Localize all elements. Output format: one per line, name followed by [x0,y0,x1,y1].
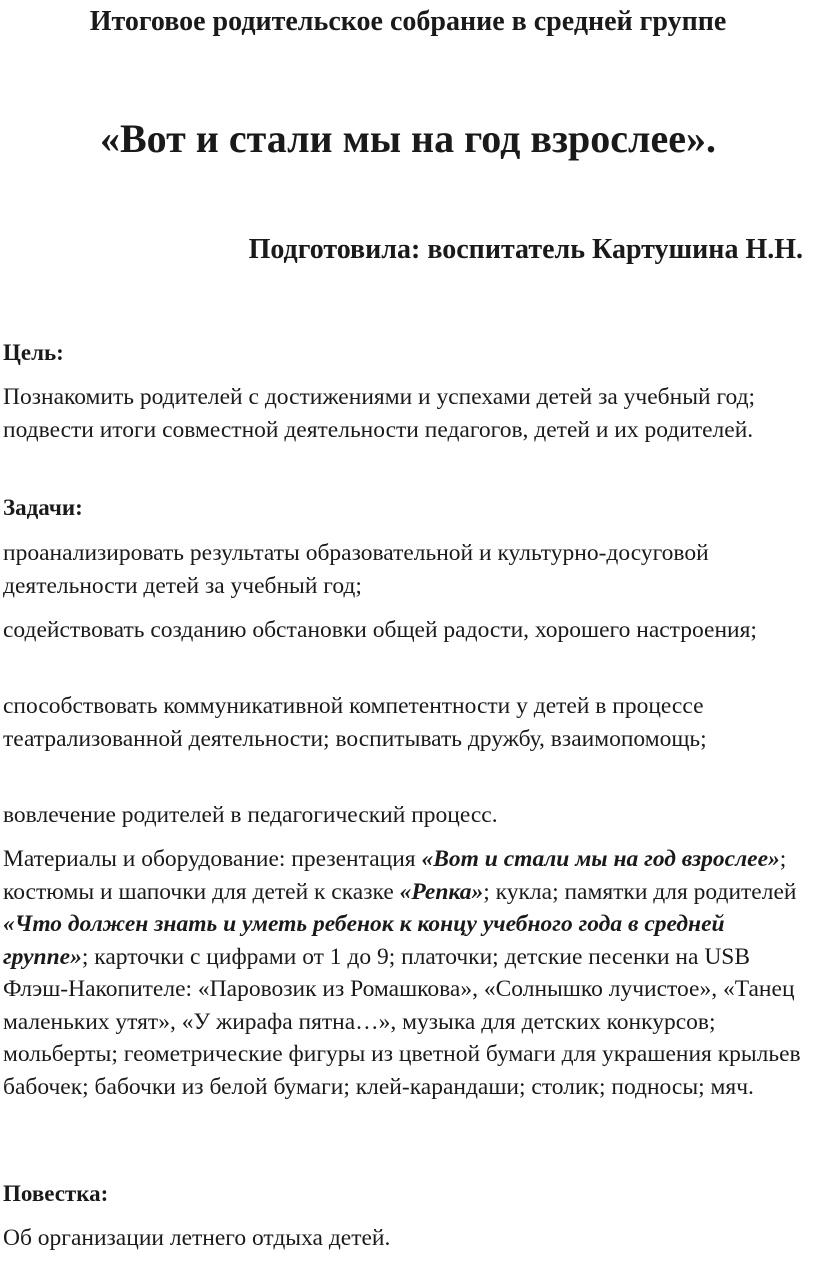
task-item: вовлечение родителей в педагогический процесс. [3,802,498,828]
agenda-text: Об организации летнего отдыха детей. [3,1225,391,1251]
task-item: проанализировать результаты образовательной и культурно-досуговой деятельности детей за учебный год; [3,540,709,599]
goal-text: Познакомить родителей с достижениями и успехами детей за учебный год; подвести итоги совместной деятельности педагогов, детей и их родителей. [3,384,756,443]
goal-label: Цель: [3,340,64,365]
materials-text: ; костюмы и шапочки для детей к сказке [3,846,787,905]
materials-fairy-tale-title: «Репка» [399,878,484,905]
materials-paragraph [3,843,811,1103]
materials-presentation-title: «Вот и стали мы на год взрослее» [421,846,780,872]
tasks-label: Задачи: [3,495,83,520]
agenda-label: Повестка: [3,1181,109,1206]
task-item: содействовать созданию обстановки общей радости, хорошего настроения; [3,617,757,643]
materials-text: ; карточки с цифрами от 1 до 9; платочки; детские песенки на USB Флэш-Накопителе: «Паровозик из Ромашкова», «Солнышко лучистое», «Танец маленьких утят», «У жирафа пятна…», музыка для детских конкурсов; мольберты; геометрические фигуры из цветной бумаги для украшения крыльев бабочек; бабочки из белой бумаги; клей-карандаши; столик; подносы; мяч. [3,943,801,1100]
document-title: «Вот и стали мы на год взрослее». [100,116,716,161]
task-item: способствовать коммуникативной компетентности у детей в процессе театрализованной деятельности; воспитывать дружбу, взаимопомощь; [3,693,707,752]
materials-text: Материалы и оборудование: презентация [3,846,422,872]
materials-text: ; кукла; памятки для родителей [483,878,797,905]
document-author: Подготовила: воспитатель Картушина Н.Н. [248,234,803,265]
materials-memo-title: «Что должен знать и уметь ребенок к концу учебного года в средней группе» [3,911,725,970]
document-subtitle: Итоговое родительское собрание в средней группе [89,6,727,37]
